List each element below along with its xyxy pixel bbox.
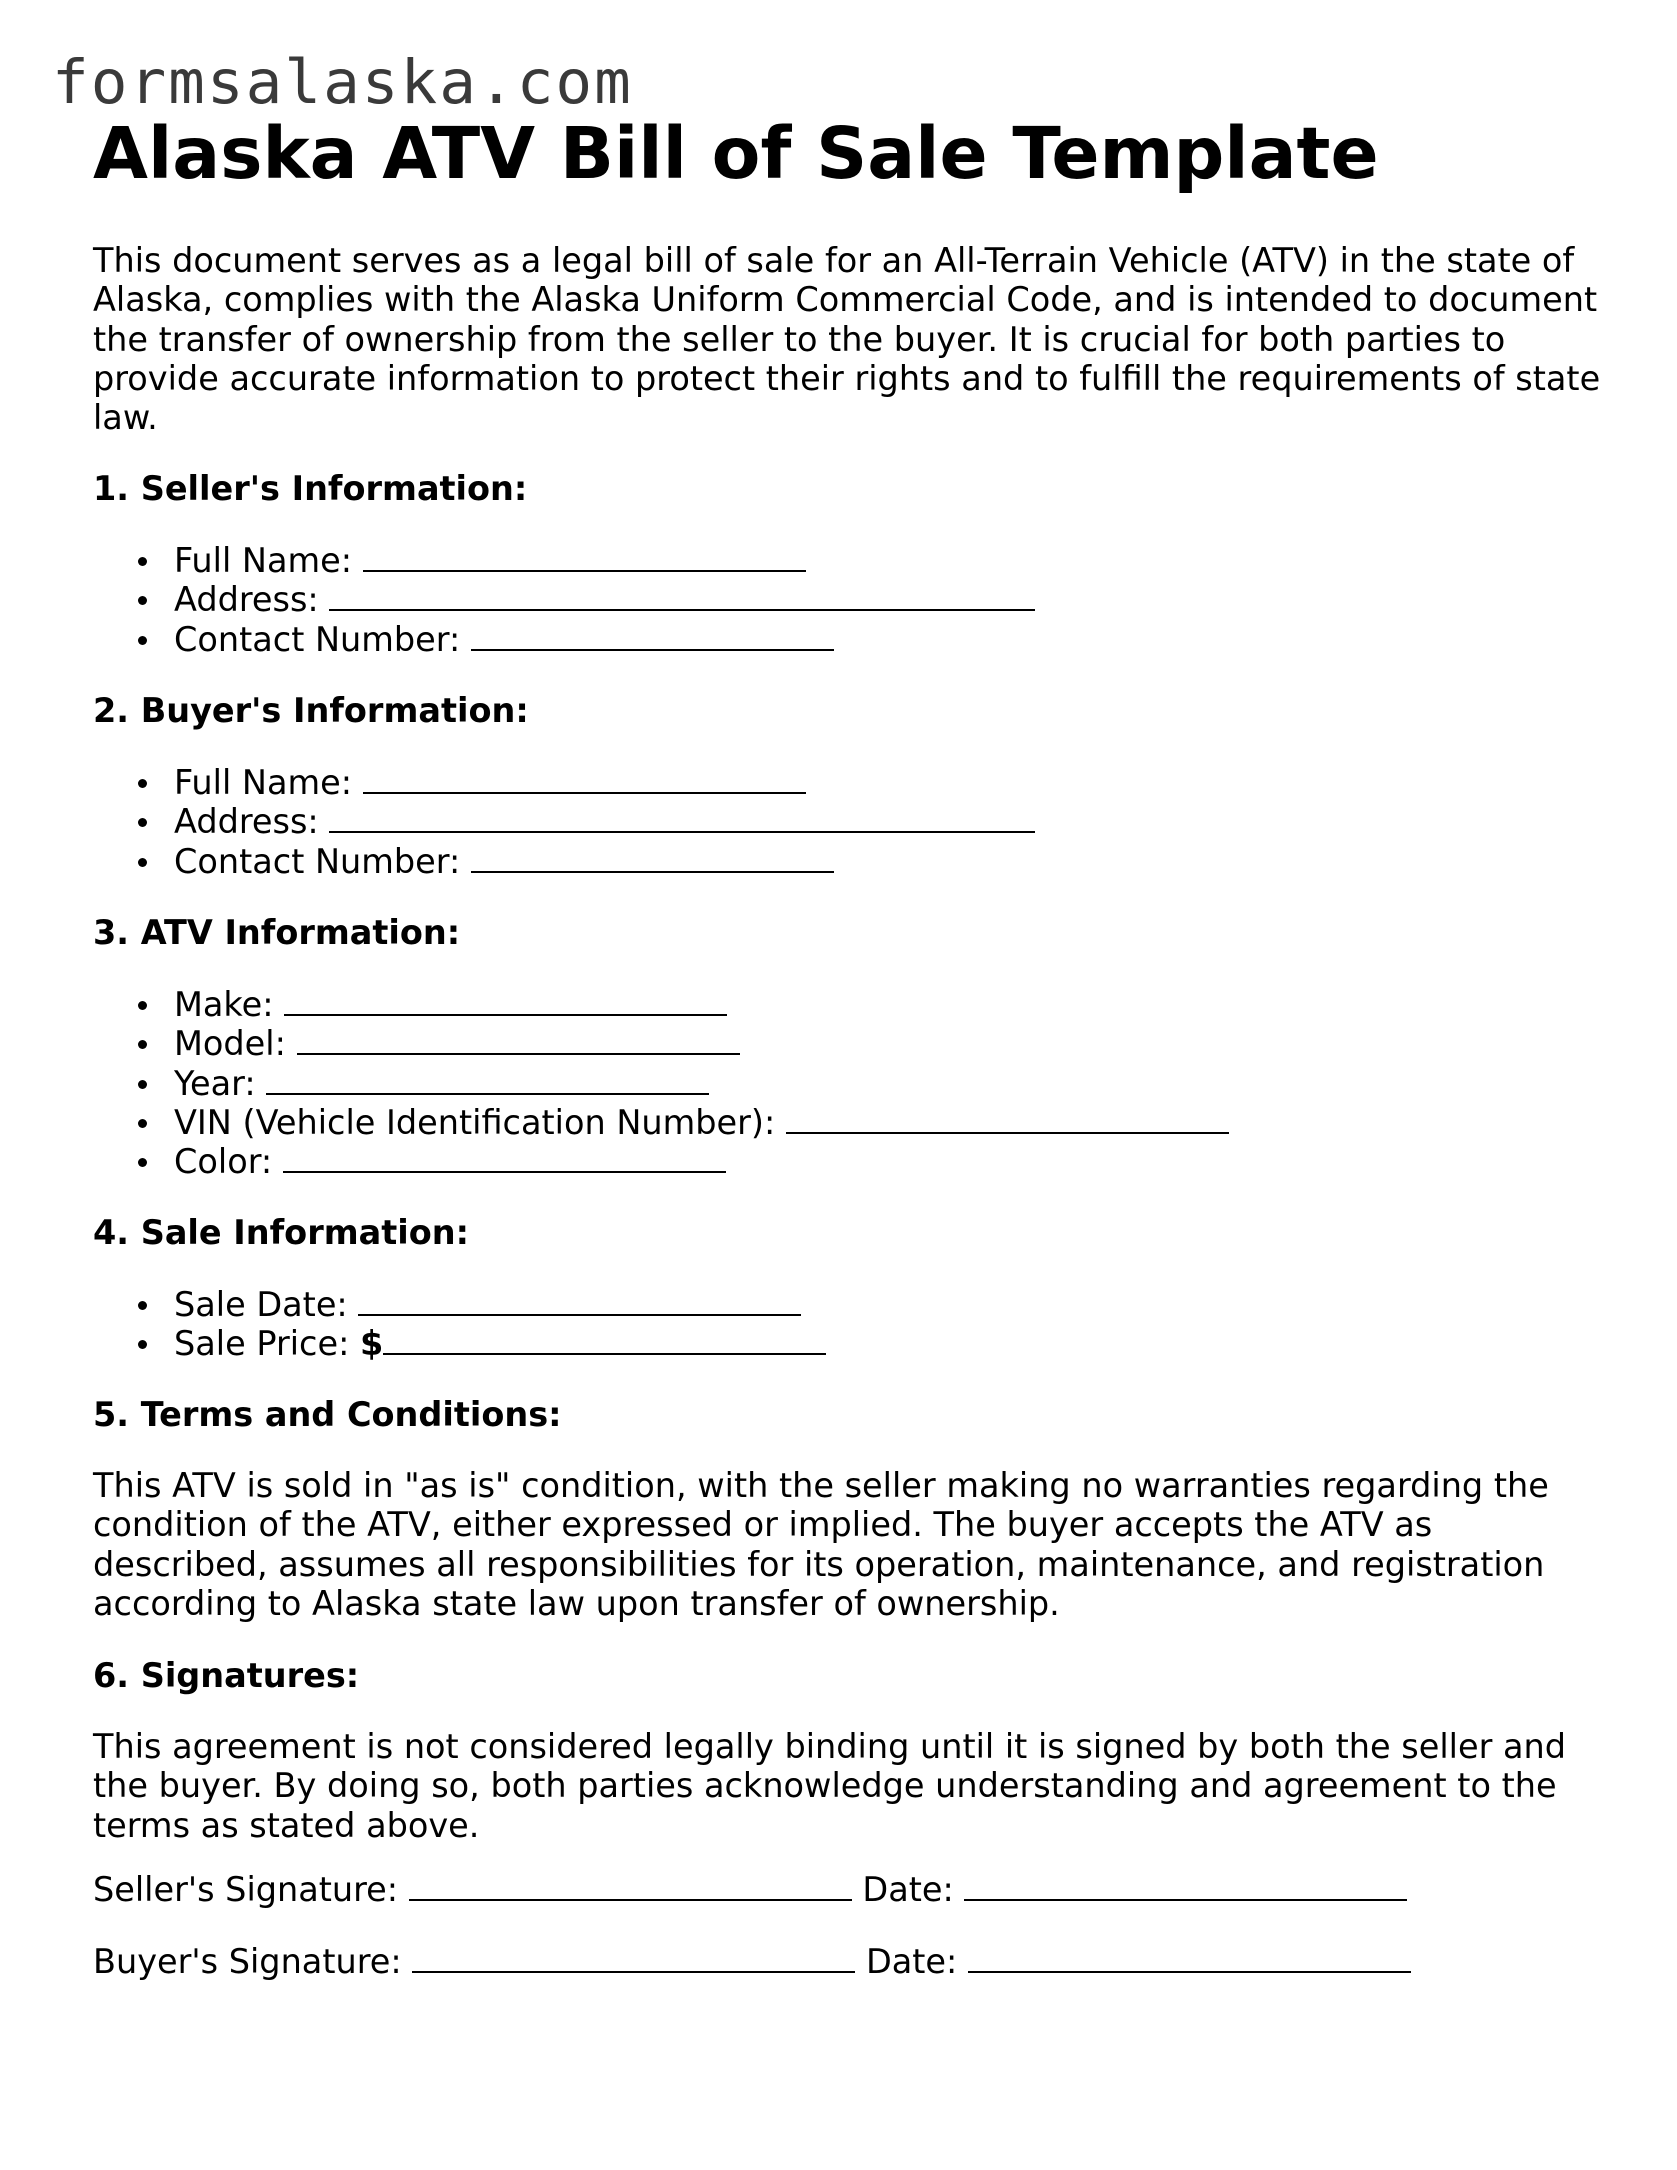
seller-signature-row: [93, 1870, 1407, 1910]
buyer-signature-line[interactable]: [412, 1943, 855, 1973]
buyer-contact-field[interactable]: [93, 842, 1035, 881]
seller-date-label: Date:: [862, 1870, 954, 1909]
buyer-section-heading: 2. Buyer's Information:: [93, 691, 529, 730]
fill-line[interactable]: [471, 843, 834, 873]
seller-fields: [93, 541, 1035, 659]
buyer-signature-label: Buyer's Signature:: [93, 1942, 402, 1981]
fill-line[interactable]: [284, 986, 727, 1016]
buyer-date-line[interactable]: [968, 1943, 1411, 1973]
field-label: Sale Price:: [174, 1324, 350, 1364]
atv-vin-field[interactable]: [93, 1103, 1229, 1142]
field-label: Year:: [174, 1063, 256, 1103]
fill-line[interactable]: [297, 1025, 740, 1055]
field-label: Model:: [174, 1024, 286, 1064]
fill-line[interactable]: [329, 803, 1035, 833]
currency-symbol: $: [360, 1324, 384, 1364]
field-label: Full Name:: [174, 541, 353, 580]
seller-signature-line[interactable]: [409, 1871, 852, 1901]
terms-paragraph: This ATV is sold in "as is" condition, with the seller making no warranties regarding the condition of the ATV, either expressed or implied. The buyer accepts the ATV as described, assumes all responsibilities for its operation, maintenance, and registration according to Alaska state law upon transfer of ownership.: [93, 1466, 1549, 1623]
fill-line[interactable]: [471, 621, 834, 651]
fill-line[interactable]: [363, 764, 806, 794]
field-label: VIN (Vehicle Identification Number):: [174, 1102, 776, 1142]
buyer-full-name-field[interactable]: [93, 763, 1035, 802]
atv-fields: [93, 985, 1229, 1181]
atv-model-field[interactable]: [93, 1024, 1229, 1063]
buyer-signature-row: [93, 1942, 1411, 1982]
page-title: Alaska ATV Bill of Sale Template: [93, 112, 1379, 195]
field-label: Address:: [174, 802, 319, 842]
field-label: Color:: [174, 1142, 273, 1182]
field-label: Address:: [174, 580, 319, 620]
atv-section-heading: 3. ATV Information:: [93, 913, 461, 952]
sale-price-field[interactable]: [93, 1324, 826, 1363]
sale-date-field[interactable]: [93, 1285, 826, 1324]
seller-contact-field[interactable]: [93, 620, 1035, 659]
fill-line[interactable]: [383, 1325, 826, 1355]
buyer-fields: [93, 763, 1035, 881]
sale-fields: [93, 1285, 826, 1364]
field-label: Full Name:: [174, 763, 353, 802]
fill-line[interactable]: [266, 1065, 709, 1095]
fill-line[interactable]: [363, 542, 806, 572]
site-watermark: formsalaska.com: [52, 47, 633, 118]
field-label: Make:: [174, 985, 274, 1024]
atv-color-field[interactable]: [93, 1142, 1229, 1181]
atv-make-field[interactable]: [93, 985, 1229, 1024]
signatures-section-heading: 6. Signatures:: [93, 1656, 360, 1695]
field-label: Contact Number:: [174, 619, 461, 659]
fill-line[interactable]: [329, 581, 1035, 611]
buyer-date-label: Date:: [865, 1942, 958, 1981]
seller-full-name-field[interactable]: [93, 541, 1035, 580]
fill-line[interactable]: [358, 1286, 801, 1316]
field-label: Contact Number:: [174, 841, 461, 881]
buyer-address-field[interactable]: [93, 802, 1035, 841]
seller-address-field[interactable]: [93, 580, 1035, 619]
atv-year-field[interactable]: [93, 1064, 1229, 1103]
seller-signature-label: Seller's Signature:: [93, 1870, 399, 1909]
signatures-paragraph: This agreement is not considered legally binding until it is signed by both the seller and the buyer. By doing so, both parties acknowledge understanding and agreement to the terms as stated above.: [93, 1727, 1567, 1845]
sale-section-heading: 4. Sale Information:: [93, 1213, 469, 1252]
seller-section-heading: 1. Seller's Information:: [93, 469, 528, 508]
fill-line[interactable]: [283, 1143, 726, 1173]
seller-date-line[interactable]: [964, 1871, 1407, 1901]
intro-paragraph: This document serves as a legal bill of sale for an All-Terrain Vehicle (ATV) in the state of Alaska, complies with the Alaska Uniform Commercial Code, and is intended to document the transfer of ownership from the seller to the buyer. It is crucial for both parties to provide accurate information to protect their rights and to fulfill the requirements of state law.: [93, 241, 1601, 438]
fill-line[interactable]: [786, 1104, 1229, 1134]
terms-section-heading: 5. Terms and Conditions:: [93, 1395, 562, 1434]
field-label: Sale Date:: [174, 1285, 348, 1324]
